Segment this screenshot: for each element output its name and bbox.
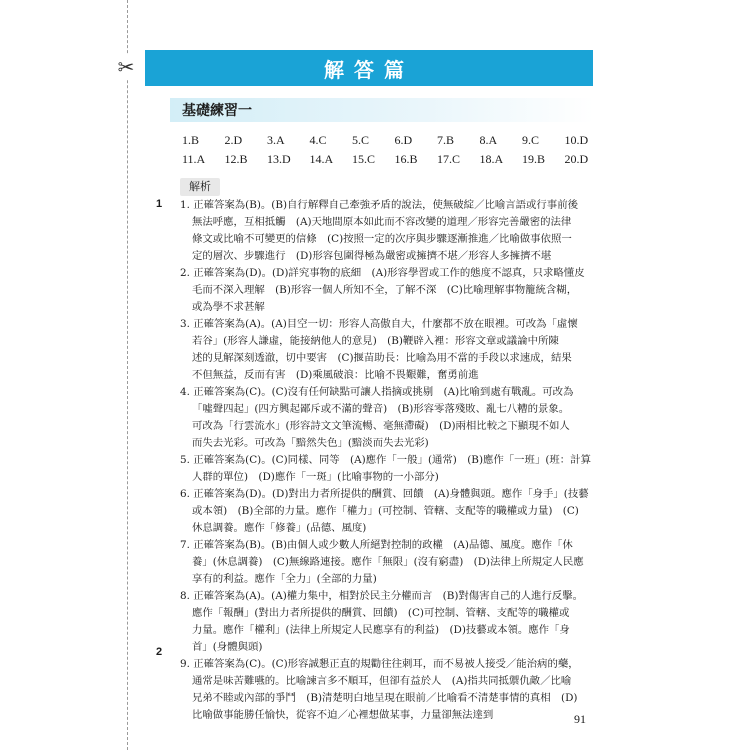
answer-item: 1.B	[182, 133, 200, 147]
explanation-line: 2. 正確答案為(D)。(D)詳究事物的底細 (A)形容學習或工作的態度不認真，只求略懂皮	[180, 267, 585, 279]
explanation-line: 而失去光彩。可改為「黯然失色」(黯淡而失去光彩)	[192, 437, 429, 449]
explanation-line: 享有的利益。應作「全力」(全部的力量)	[192, 573, 377, 585]
answer-item: 17.C	[437, 152, 461, 166]
explanation-item	[180, 197, 596, 265]
explanation-list	[180, 197, 596, 724]
answer-item: 3.A	[267, 133, 285, 147]
answer-item: 6.D	[394, 133, 413, 147]
explanation-line: 5. 正確答案為(C)。(C)同樣、同等 (A)應作「一般」(通常) (B)應作「一班」(班：計算	[180, 454, 591, 466]
explanation-line: 條文或比喻不可變更的信條 (C)按照一定的次序與步驟逐漸推進／比喻做事依照一	[192, 233, 572, 245]
explanation-label: 解析	[180, 178, 220, 196]
answer-item: 16.B	[394, 152, 418, 166]
explanation-line: 養」(休息調養) (C)無線路連接。應作「無限」(沒有窮盡) (D)法律上所規定人民應	[192, 556, 584, 568]
answer-item: 13.D	[267, 152, 291, 166]
explanation-line: 「噓聲四起」(四方興起鄙斥或不滿的聲音) (B)形容零落殘敗、亂七八糟的景象。	[192, 403, 570, 415]
explanation-line: 9. 正確答案為(C)。(C)形容誠懇正直的規勸往往刺耳，而不易被人接受／能治病的藥，	[180, 658, 579, 670]
margin-number: 1	[156, 198, 163, 210]
explanation-line: 比喻做事能勝任愉快，從容不迫／心裡想做某事，力量卻無法達到	[192, 709, 494, 721]
title-banner	[145, 50, 593, 86]
explanation-line: 可改為「行雲流水」(形容詩文文筆流暢、毫無滯礙) (D)兩相比較之下顯現不如人	[192, 420, 570, 432]
explanation-line: 兄弟不睦或內部的爭鬥 (B)清楚明白地呈現在眼前／比喻看不清楚事情的真相 (D)	[192, 692, 578, 704]
explanation-line: 8. 正確答案為(A)。(A)權力集中，相對於民主分權而言 (B)對傷害自己的人進行反擊。	[180, 590, 584, 602]
explanation-item	[180, 486, 596, 537]
explanation-item	[180, 316, 596, 384]
answer-item: 15.C	[352, 152, 376, 166]
answer-item: 8.A	[479, 133, 498, 147]
answer-key	[182, 131, 602, 169]
explanation-line: 通常是味苦難嚥的。比喻諫言多不順耳，但卻有益於人 (A)指共同抵禦仇敵／比喻	[192, 675, 572, 687]
answer-item: 9.C	[522, 133, 540, 147]
answer-item: 12.B	[224, 152, 248, 166]
explanation-line: 若谷」(形容人謙虛，能接納他人的意見) (B)鞭辟入裡：形容文章或議論中所陳	[192, 335, 559, 347]
explanation-line: 3. 正確答案為(A)。(A)目空一切：形容人高傲自大，什麼都不放在眼裡。可改為「虛懷	[180, 318, 578, 330]
explanation-line: 毛而不深入理解 (B)形容一個人所知不全，了解不深 (C)比喻理解事物籠統含糊，	[192, 284, 578, 296]
explanation-line: 7. 正確答案為(B)。(B)由個人或少數人所絕對控制的政權 (A)品德、風度。應作「休	[180, 539, 573, 551]
answer-item: 4.C	[309, 133, 327, 147]
answer-item: 19.B	[522, 152, 546, 166]
section-header	[170, 98, 594, 122]
explanation-item	[180, 452, 596, 486]
answer-item: 20.D	[564, 152, 589, 166]
explanation-line: 6. 正確答案為(D)。(D)對出力者所提供的酬賞、回饋 (A)身體與頭。應作「身手」(技藝	[180, 488, 589, 500]
explanation-line: 無法呼應，互相抵觸 (A)天地間原本如此而不容改變的道理／形容完善嚴密的法律	[192, 216, 572, 228]
explanation-item	[180, 588, 596, 656]
explanation-line: 定的層次、步驟進行 (D)形容包圍得極為嚴密或擁擠不堪／形容人多擁擠不堪	[192, 250, 552, 262]
explanation-line: 首」(身體與頭)	[192, 641, 263, 653]
answer-item: 11.A	[182, 152, 206, 166]
page-title: 解答篇	[324, 57, 414, 82]
explanation-item	[180, 656, 596, 724]
page-number: 91	[574, 712, 586, 726]
answer-item: 10.D	[564, 133, 589, 147]
answer-item: 2.D	[224, 133, 243, 147]
explanation-line: 休息調養。應作「修養」(品德、風度)	[192, 522, 367, 534]
answer-item: 7.B	[437, 133, 455, 147]
margin-number: 2	[156, 646, 163, 658]
answer-row	[182, 150, 602, 169]
explanation-line: 述的見解深刻透澈，切中要害 (C)揠苗助長：比喻為用不當的手段以求速成，結果	[192, 352, 572, 364]
answer-item: 14.A	[309, 152, 334, 166]
cut-line	[127, 0, 128, 750]
explanation-line: 1. 正確答案為(B)。(B)自行解釋自己牽強矛盾的說法，使無破綻／比喻言語或行事前後	[180, 199, 578, 211]
explanation-line: 或為學不求甚解	[192, 301, 265, 313]
explanation-item	[180, 537, 596, 588]
explanation-line: 4. 正確答案為(C)。(C)沒有任何缺點可讓人指摘或挑剔 (A)比喻到處有戰亂。可改為	[180, 386, 574, 398]
answer-row	[182, 131, 602, 150]
section-title: 基礎練習一	[182, 103, 252, 119]
explanation-line: 力量。應作「權利」(法律上所規定人民應享有的利益) (D)技藝或本領。應作「身	[192, 624, 570, 636]
explanation-item	[180, 384, 596, 452]
scissors-icon: ✂	[113, 54, 139, 80]
explanation-line: 應作「報酬」(對出力者所提供的酬賞、回饋) (C)可控制、管轄、支配等的職權或	[192, 607, 570, 619]
explanation-line: 人群的單位) (D)應作「一斑」(比喻事物的一小部分)	[192, 471, 439, 483]
explanation-item	[180, 265, 596, 316]
answer-item: 18.A	[479, 152, 504, 166]
explanation-line: 不但無益，反而有害 (D)乘風破浪：比喻不畏艱難，奮勇前進	[192, 369, 479, 381]
answer-item: 5.C	[352, 133, 370, 147]
explanation-line: 或本領) (B)全部的力量。應作「權力」(可控制、管轄、支配等的職權或力量) (C)	[192, 505, 579, 517]
